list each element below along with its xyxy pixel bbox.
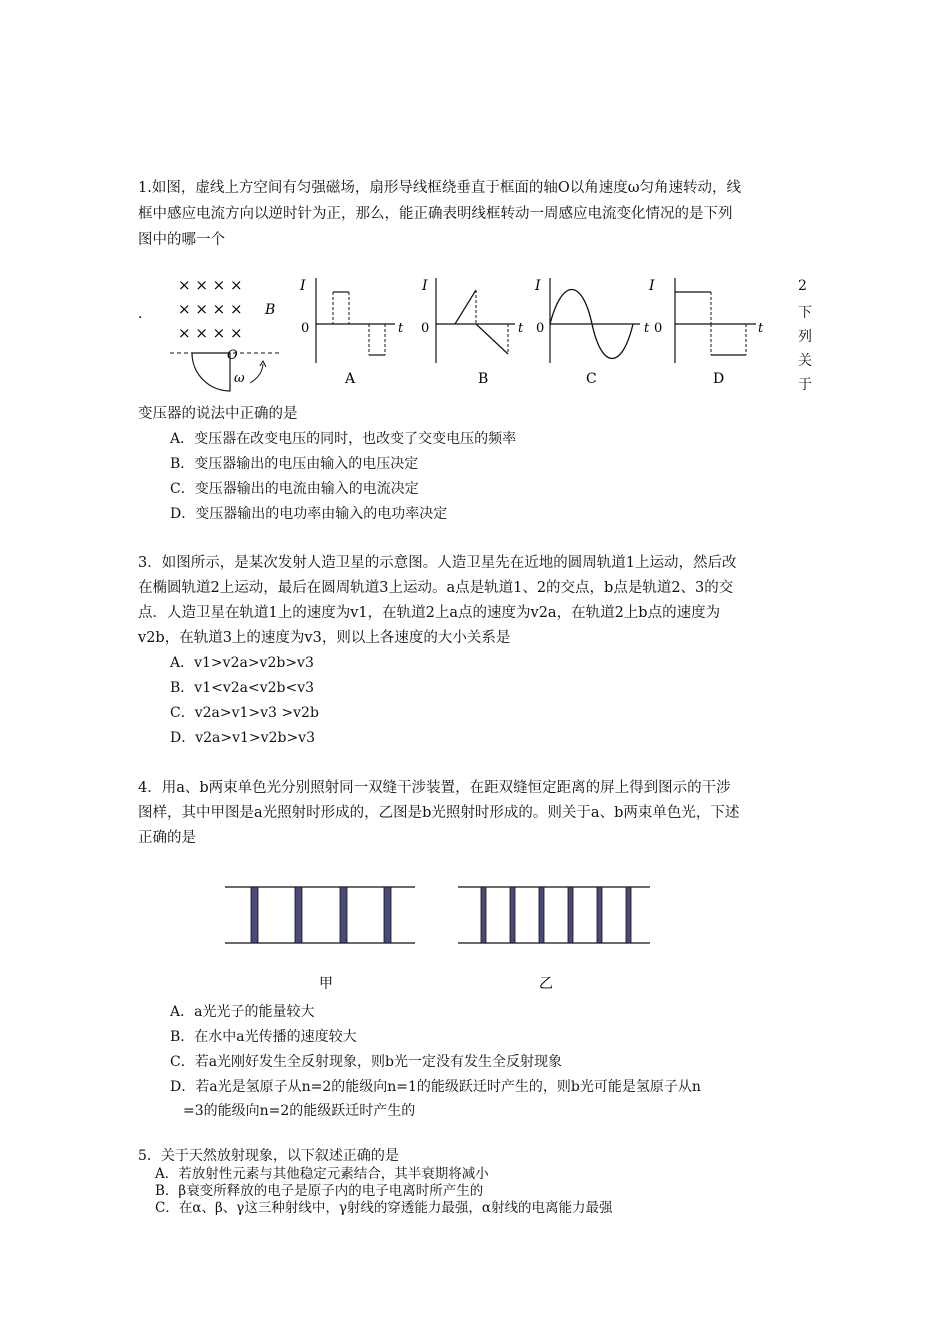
q1-line-3: 图中的哪一个 [138, 232, 225, 248]
q4-line-2: 图样，其中甲图是a光照射时形成的，乙图是b光照射时形成的。则关于a、b两束单色光，下述 [138, 805, 740, 821]
graph-c [534, 278, 650, 387]
q5-option-c: C．在α、β、γ这三种射线中，γ射线的穿透能力最强，α射线的电离能力最强 [155, 1200, 613, 1216]
q2-option-b: B．变压器输出的电压由输入的电压决定 [170, 456, 419, 472]
graph-a-label: A [345, 371, 356, 387]
graph-a-t-label: t [398, 321, 404, 336]
q5-option-a: A．若放射性元素与其他稳定元素结合，其半衰期将减小 [155, 1166, 489, 1182]
q1-line-2: 框中感应电流方向以逆时针为正，那么，能正确表明线框转动一周感应电流变化情况的是下列 [138, 206, 733, 222]
pattern-jia [225, 887, 415, 992]
pattern-yi [458, 887, 650, 992]
q2-option-a: A．变压器在改变电压的同时，也改变了交变电压的频率 [170, 431, 517, 447]
graph-c-label: C [586, 371, 597, 387]
graph-d [648, 278, 764, 387]
fringe-yi-2 [510, 887, 515, 943]
graph-b-zero: 0 [421, 321, 430, 336]
graph-d-t-label: t [758, 321, 764, 336]
fringe-jia-1 [251, 887, 258, 943]
fringe-jia-3 [340, 887, 347, 943]
q2-option-d: D．变压器输出的电功率由输入的电功率决定 [170, 506, 448, 522]
field-row-2: × × × × [178, 300, 243, 318]
fringe-jia-2 [295, 887, 302, 943]
graph-d-label: D [713, 371, 725, 387]
graph-c-zero: 0 [536, 321, 545, 336]
o-label: O [227, 348, 238, 363]
graph-b-t-label: t [518, 321, 524, 336]
label-jia: 甲 [319, 976, 333, 992]
q2-vertical-1: 2 [798, 278, 807, 294]
q4-option-d-cont: =3的能级向n=2的能级跃迁时产生的 [183, 1103, 416, 1119]
q2-vertical-2: 下 [798, 305, 812, 321]
q3-option-d: D．v2a>v1>v2b>v3 [170, 730, 315, 746]
q4-option-b: B．在水中a光传播的速度较大 [170, 1029, 357, 1045]
q5-stem: 5．关于天然放射现象，以下叙述正确的是 [138, 1148, 399, 1164]
graph-b [421, 278, 524, 387]
q4-option-d: D．若a光是氢原子从n=2的能级向n=1的能级跃迁时产生的，则b光可能是氢原子从n [170, 1079, 701, 1095]
q2-option-c: C．变压器输出的电流由输入的电流决定 [170, 481, 419, 497]
q2-vertical-4: 关 [798, 353, 812, 369]
q4-interference-figure [215, 875, 665, 1000]
graph-b-label: B [478, 371, 489, 387]
q3-line-4: v2b，在轨道3上的速度为v3，则以上各速度的大小关系是 [138, 630, 511, 646]
q1-figure [130, 268, 790, 393]
q1-line-1: 1.如图，虚线上方空间有匀强磁场，扇形导线框绕垂直于框面的轴O以角速度ω匀角速转动，线 [138, 180, 742, 196]
q4-line-1: 4．用a、b两束单色光分别照射同一双缝干涉装置，在距双缝恒定距离的屏上得到图示的干涉 [138, 780, 731, 796]
q4-option-a: A．a光光子的能量较大 [170, 1004, 315, 1020]
q3-option-c: C．v2a>v1>v3 >v2b [170, 705, 319, 721]
graph-c-t-label: t [644, 321, 650, 336]
label-yi: 乙 [539, 976, 553, 992]
graph-a [299, 278, 404, 387]
fringe-yi-1 [481, 887, 486, 943]
q5-option-b: B．β衰变所释放的电子是原子内的电子电离时所产生的 [155, 1183, 484, 1199]
q3-line-3: 点．人造卫星在轨道1上的速度为v1，在轨道2上a点的速度为v2a，在轨道2上b点的速度为 [138, 605, 721, 621]
fringe-yi-5 [597, 887, 602, 943]
graph-d-zero: 0 [654, 321, 663, 336]
q3-option-b: B．v1<v2a<v2b<v3 [170, 680, 315, 696]
graph-a-zero: 0 [301, 321, 310, 336]
q3-line-2: 在椭圆轨道2上运动，最后在圆周轨道3上运动。a点是轨道1、2的交点，b点是轨道2、3的交 [138, 580, 734, 596]
q4-line-3: 正确的是 [138, 830, 196, 846]
fringe-yi-6 [626, 887, 631, 943]
graph-a-i-label: I [300, 278, 306, 294]
q4-option-c: C．若a光刚好发生全反射现象，则b光一定没有发生全反射现象 [170, 1054, 563, 1070]
fringe-jia-4 [384, 887, 391, 943]
q3-line-1: 3．如图所示，是某次发射人造卫星的示意图。人造卫星先在近地的圆周轨道1上运动，然后改 [138, 555, 737, 571]
b-label: B [265, 302, 276, 318]
q2-stem: 变压器的说法中正确的是 [138, 406, 298, 422]
sector-frame [192, 353, 230, 391]
q3-option-a: A．v1>v2a>v2b>v3 [170, 655, 314, 671]
q1-dot: . [138, 306, 143, 322]
omega-label: ω [234, 371, 245, 386]
field-row-1: × × × × [178, 276, 243, 294]
graph-d-i-label: I [649, 278, 655, 294]
field-row-3: × × × × [178, 324, 243, 342]
fringe-yi-4 [568, 887, 573, 943]
fringe-yi-3 [539, 887, 544, 943]
graph-b-i-label: I [422, 278, 428, 294]
rotation-arrow [250, 364, 263, 383]
q2-vertical-5: 于 [798, 377, 812, 393]
q2-vertical-3: 列 [798, 329, 812, 345]
graph-c-i-label: I [535, 278, 541, 294]
